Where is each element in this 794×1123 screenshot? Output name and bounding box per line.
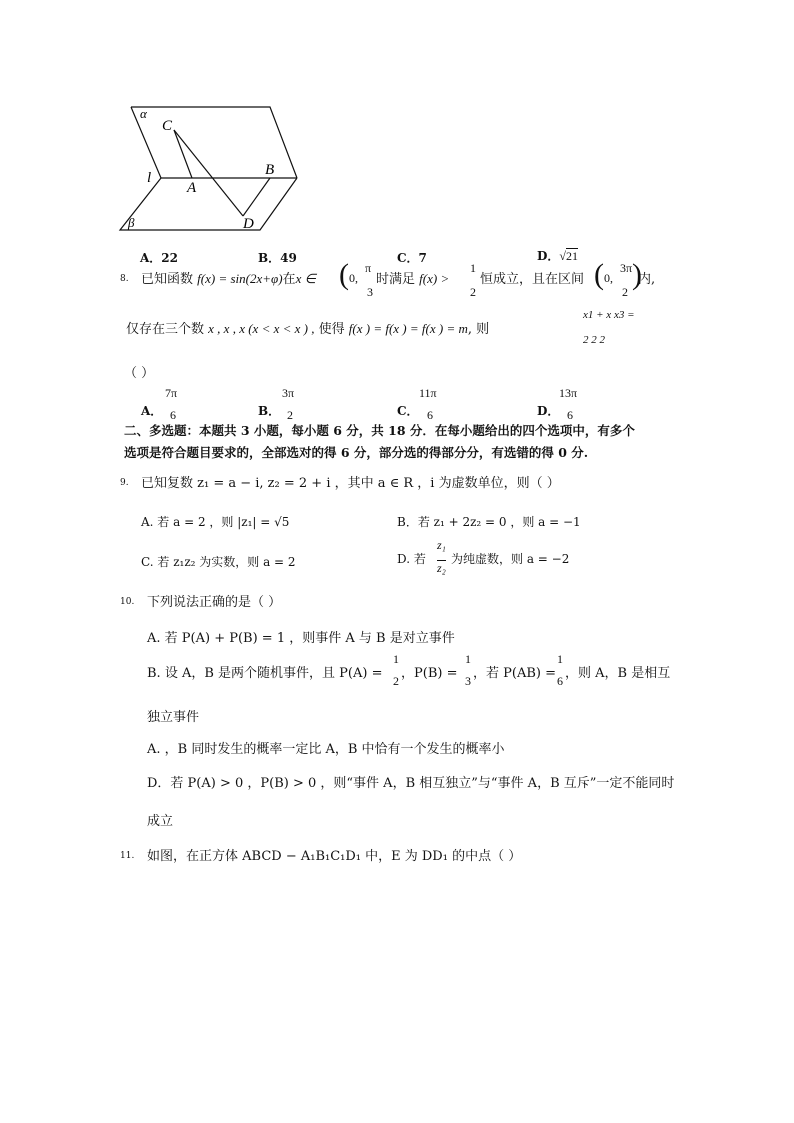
- q10-opt-b-mid1: ，P(B) =: [401, 666, 458, 681]
- q10-opt-b-f3d: 6: [557, 674, 563, 688]
- q10-opt-b-f2d: 3: [465, 674, 471, 688]
- q7-option-a: A．22: [140, 251, 179, 265]
- q8-int2-rparen: ): [632, 258, 642, 291]
- q10-opt-b-mid2: ，若 P(AB) =: [473, 666, 556, 681]
- q10-option-c: A. ，B 同时发生的概率一定比 A，B 中恰有一个发生的概率小: [147, 742, 505, 757]
- sqrt-symbol: √: [559, 249, 567, 263]
- q8-function: f(x) = sin(2x+φ): [197, 271, 283, 286]
- q10-opt-b-pre: B. 设 A，B 是两个随机事件，且 P(A) =: [147, 666, 383, 681]
- label-A: A: [187, 180, 197, 196]
- section2-line1: 二、多选题：本题共 3 小题，每小题 6 分，共 18 分．在每小题给出的四个选项中，有多个: [124, 423, 635, 438]
- q8-opt-a-den: 6: [170, 408, 176, 422]
- q8-opt-a-label: A．: [141, 404, 163, 418]
- q8-int2-bot: 2: [622, 285, 628, 299]
- q8-half-d: 2: [470, 285, 476, 299]
- q8-line2-b: 使得: [318, 322, 345, 337]
- q8-line2: [126, 318, 489, 337]
- q8-int2-left: 0,: [604, 271, 613, 285]
- q8-line2-eq: f(x ) = f(x ) = f(x ) = m: [348, 321, 468, 336]
- q8-opt-b-num: 3π: [282, 386, 295, 400]
- q8-expr-bot: 2 2 2: [583, 334, 605, 346]
- label-B: B: [265, 162, 275, 178]
- q8-opt-d-den: 6: [567, 408, 573, 422]
- q8-x-in: x ∈: [295, 271, 316, 286]
- q8-opt-c-den: 6: [427, 408, 433, 422]
- q10-stem: 下列说法正确的是（ ）: [147, 595, 282, 610]
- q8-int1-top: π: [365, 261, 372, 275]
- label-alpha: α: [140, 106, 147, 121]
- q8-opt-b-den: 2: [287, 408, 293, 422]
- segment-CD: [174, 130, 243, 216]
- q8-opt-c-num: 11π: [419, 386, 437, 400]
- q8-line2-c: , 则: [467, 322, 490, 337]
- q8-line2-expr: [583, 310, 635, 346]
- label-l: l: [147, 170, 152, 186]
- label-C: C: [162, 118, 173, 134]
- q8-text-2: 时满足: [376, 272, 416, 287]
- q9-option-b: B．若 z₁ + 2z₂ = 0 ，则 a = −1: [397, 515, 581, 529]
- q8-int1-left: 0,: [349, 271, 358, 285]
- q7-option-d-label: D．: [537, 249, 560, 263]
- segment-BD: [243, 178, 270, 216]
- segment-CA: [174, 130, 192, 178]
- q8-int2-top: 3π: [620, 261, 633, 275]
- q8-opt-d-label: D．: [537, 404, 560, 418]
- q9-option-a: A. 若 a = 2 ，则 |z₁| = √5: [141, 515, 290, 529]
- q10-option-a: A. 若 P(A) + P(B) = 1 ，则事件 A 与 B 是对立事件: [147, 631, 455, 646]
- q10-option-b-cont: 独立事件: [147, 710, 200, 725]
- q10-option-d: D．若 P(A) > 0 ，P(B) > 0 ，则“事件 A，B 相互独立”与“事件 A，B 互斥”一定不能同时: [147, 776, 675, 791]
- q7-option-c: C．7: [397, 251, 427, 265]
- q8-line1b: [376, 268, 449, 287]
- q8-text-1: 已知函数: [141, 272, 194, 287]
- q10-number: 10.: [120, 597, 135, 607]
- q8-opt-c-label: C．: [397, 404, 419, 418]
- q10-opt-b-f3n: 1: [557, 652, 563, 666]
- q8-opt-d-num: 13π: [559, 386, 578, 400]
- q10-opt-b-post: ，则 A，B 是相互: [565, 666, 671, 681]
- q11-number: 11.: [120, 851, 135, 861]
- q10-opt-b-f1n: 1: [393, 652, 399, 666]
- q8-line2-a: 仅存在三个数: [126, 322, 205, 337]
- q8-inequality: f(x) >: [419, 271, 450, 286]
- q10-opt-b-f1d: 2: [393, 674, 399, 688]
- q8-line1d: 内,: [638, 272, 656, 287]
- q11-stem: 如图，在正方体 ABCD − A₁B₁C₁D₁ 中，E 为 DD₁ 的中点（ ）: [147, 849, 522, 864]
- q7-option-b: B．49: [258, 251, 297, 265]
- q8-int1-paren: (: [339, 258, 349, 291]
- q8-line2-vars: x , x , x (x < x < x ) ,: [208, 321, 315, 336]
- q8-line1: [141, 268, 316, 287]
- q9-opt-d-num: z₁: [437, 538, 446, 552]
- q8-paren: （ ）: [124, 366, 155, 381]
- q8-opt-a-num: 7π: [165, 386, 178, 400]
- q8-half-n: 1: [470, 261, 476, 275]
- q9-option-c: C. 若 z₁z₂ 为实数，则 a = 2: [141, 555, 296, 569]
- q9-stem: 已知复数 z₁ = a − i, z₂ = 2 + i ，其中 a ∈ R ，i 为虚数单位，则（ ）: [141, 476, 560, 491]
- q9-opt-d-den: z₂: [437, 561, 446, 575]
- q10-option-d-cont: 成立: [147, 814, 174, 829]
- q8-number: 8.: [120, 274, 129, 284]
- label-beta: β: [128, 215, 135, 230]
- q7-option-d: [537, 247, 578, 264]
- q10-opt-b-f2n: 1: [465, 652, 471, 666]
- q9-number: 9.: [120, 478, 129, 488]
- q7-option-d-radicand: 21: [566, 249, 579, 263]
- dihedral-figure: [110, 100, 310, 240]
- section2-line2: 选项是符合题目要求的，全部选对的得 6 分，部分选的得部分分，有选错的得 0 分.: [124, 445, 589, 460]
- q8-expr-top: x1 + x x3 =: [583, 309, 635, 321]
- label-D: D: [243, 216, 254, 232]
- q8-opt-b-label: B．: [258, 404, 281, 418]
- q9-opt-d-post: 为纯虚数，则 a = −2: [451, 552, 570, 566]
- q8-int1-bot: 3: [367, 285, 373, 299]
- q8-int2-paren: (: [594, 258, 604, 291]
- q8-line1c: 恒成立，且在区间: [480, 272, 585, 287]
- q9-opt-d-pre: D. 若: [397, 552, 426, 566]
- q8-in: 在: [282, 272, 296, 287]
